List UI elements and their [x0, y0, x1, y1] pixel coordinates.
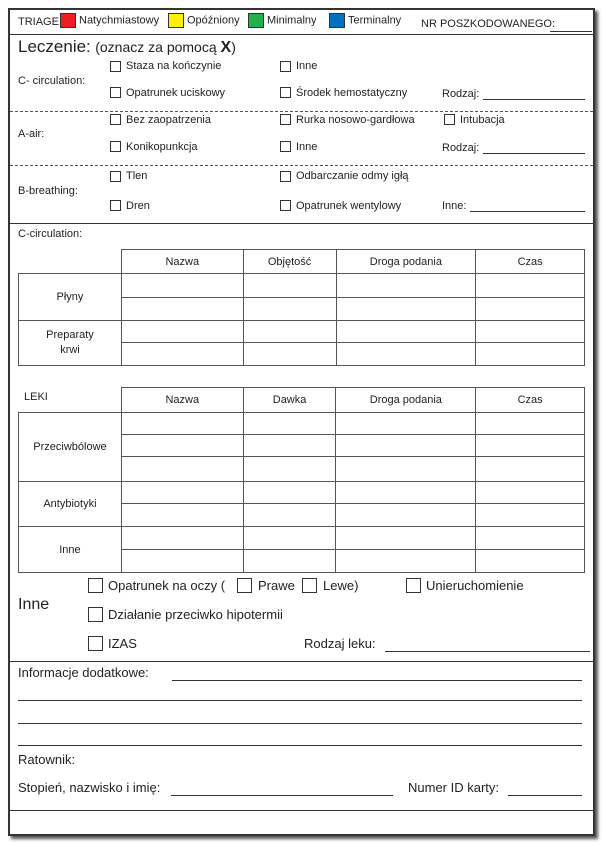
- pressure-dressing-label: Opatrunek uciskowy: [126, 87, 226, 99]
- table-cell[interactable]: [336, 482, 476, 504]
- table-cell[interactable]: [243, 457, 336, 482]
- treatment-heading: [18, 37, 236, 57]
- c-circulation-label: C- circulation:: [18, 75, 86, 87]
- table-cell[interactable]: [476, 550, 585, 573]
- table-cell[interactable]: [121, 550, 243, 573]
- table-cell[interactable]: [336, 527, 476, 550]
- divider: [10, 165, 593, 166]
- column-header: Objętość: [243, 250, 336, 274]
- table-cell[interactable]: [476, 413, 585, 435]
- treatment-close-paren: ): [231, 39, 236, 55]
- eye-dressing-checkbox[interactable]: [88, 578, 103, 593]
- left-eye-checkbox[interactable]: [302, 578, 317, 593]
- table-cell[interactable]: [336, 298, 476, 321]
- c-other-checkbox[interactable]: [280, 61, 291, 72]
- divider: [10, 111, 593, 112]
- rescuer-label: Ratownik:: [18, 752, 76, 767]
- table-cell[interactable]: [243, 274, 336, 298]
- table-cell[interactable]: [121, 343, 243, 366]
- npa-checkbox[interactable]: [280, 114, 291, 125]
- table-cell[interactable]: [476, 274, 585, 298]
- triage-category-immediate[interactable]: [60, 13, 159, 28]
- drugs-table-label: LEKI: [24, 391, 48, 403]
- tourniquet-label: Staza na kończynie: [126, 60, 222, 72]
- divider: [10, 810, 593, 811]
- column-header: Nazwa: [121, 250, 243, 274]
- column-header: Dawka: [243, 388, 336, 413]
- row-group-fluids: Płyny: [19, 274, 122, 321]
- triage-category-minimal[interactable]: [248, 13, 317, 28]
- tourniquet-checkbox[interactable]: [110, 61, 121, 72]
- fluids-table: [18, 249, 585, 366]
- table-cell[interactable]: [336, 457, 476, 482]
- empty-corner-cell: [19, 388, 122, 413]
- c-circulation-table-label: C-circulation:: [18, 228, 83, 240]
- table-cell[interactable]: [476, 298, 585, 321]
- needle-decompression-label: Odbarczanie odmy igłą: [296, 170, 409, 182]
- empty-corner-cell: [19, 250, 122, 274]
- column-header: Czas: [476, 388, 585, 413]
- table-cell[interactable]: [336, 321, 476, 343]
- triage-category-terminal[interactable]: [329, 13, 401, 28]
- table-cell[interactable]: [121, 504, 243, 527]
- a-air-label: A-air:: [18, 128, 45, 140]
- c-type-field[interactable]: [483, 99, 585, 100]
- triage-category-label: Terminalny: [348, 14, 402, 27]
- table-cell[interactable]: [336, 550, 476, 573]
- needle-decompression-checkbox[interactable]: [280, 171, 291, 182]
- a-other-checkbox[interactable]: [280, 141, 291, 152]
- column-header: Czas: [476, 250, 585, 274]
- intubation-checkbox[interactable]: [444, 114, 455, 125]
- table-cell[interactable]: [243, 504, 336, 527]
- right-eye-label: Prawe: [258, 578, 295, 593]
- additional-info-line[interactable]: [18, 745, 582, 746]
- additional-info-line[interactable]: [18, 700, 582, 701]
- table-cell[interactable]: [243, 527, 336, 550]
- drug-type-label: Rodzaj leku:: [304, 636, 376, 651]
- table-cell[interactable]: [476, 482, 585, 504]
- table-cell[interactable]: [243, 413, 336, 435]
- table-cell[interactable]: [476, 343, 585, 366]
- hypothermia-label: Działanie przeciwko hipotermii: [108, 607, 283, 622]
- table-cell[interactable]: [476, 527, 585, 550]
- triage-category-label: Natychmiastowy: [79, 14, 160, 27]
- table-cell[interactable]: [476, 435, 585, 457]
- table-cell[interactable]: [121, 457, 243, 482]
- drugs-table: [18, 387, 585, 573]
- rank-name-label: Stopień, nazwisko i imię:: [18, 780, 161, 795]
- yellow-color-swatch: [168, 13, 184, 28]
- b-other-label: Inne:: [442, 200, 467, 212]
- triage-category-label: Opóźniony: [187, 14, 240, 27]
- rank-name-field[interactable]: [171, 795, 393, 796]
- pressure-dressing-checkbox[interactable]: [110, 87, 121, 98]
- column-header: Droga podania: [336, 250, 476, 274]
- treatment-title: Leczenie:: [18, 37, 91, 56]
- table-cell[interactable]: [476, 321, 585, 343]
- npa-label: Rurka nosowo-gardłowa: [296, 114, 415, 126]
- right-eye-checkbox[interactable]: [237, 578, 252, 593]
- triage-category-delayed[interactable]: [168, 13, 240, 28]
- divider: [10, 34, 593, 35]
- a-type-field[interactable]: [483, 153, 585, 154]
- chest-drain-label: Dren: [126, 200, 150, 212]
- table-cell[interactable]: [121, 413, 243, 435]
- no-airway-checkbox[interactable]: [110, 114, 121, 125]
- table-cell[interactable]: [121, 321, 243, 343]
- izas-label: IZAS: [108, 636, 137, 651]
- treatment-mark: X: [220, 39, 232, 56]
- no-airway-label: Bez zaopatrzenia: [126, 114, 211, 126]
- table-cell[interactable]: [336, 413, 476, 435]
- table-cell[interactable]: [121, 527, 243, 550]
- row-group-antibiotics: Antybiotyki: [19, 482, 122, 527]
- b-other-field[interactable]: [470, 211, 585, 212]
- table-cell[interactable]: [336, 504, 476, 527]
- column-header: Droga podania: [336, 388, 476, 413]
- vented-dressing-checkbox[interactable]: [280, 200, 291, 211]
- divider: [10, 223, 593, 224]
- immobilization-label: Unieruchomienie: [426, 578, 524, 593]
- izas-checkbox[interactable]: [88, 636, 103, 651]
- row-group-painkillers: Przeciwbólowe: [19, 413, 122, 482]
- triage-category-label: Minimalny: [267, 14, 317, 27]
- casualty-number-field[interactable]: [550, 31, 592, 32]
- left-eye-label: Lewe): [323, 578, 359, 593]
- table-cell[interactable]: [243, 298, 336, 321]
- table-cell[interactable]: [121, 435, 243, 457]
- additional-info-label: Informacje dodatkowe:: [18, 665, 149, 680]
- a-other-label: Inne: [296, 141, 318, 153]
- table-cell[interactable]: [121, 482, 243, 504]
- b-breathing-label: B-breathing:: [18, 185, 78, 197]
- card-id-label: Numer ID karty:: [408, 780, 500, 795]
- treatment-instruction: (oznacz za pomocą: [95, 39, 221, 55]
- oxygen-checkbox[interactable]: [110, 171, 121, 182]
- triage-label: TRIAGE: [18, 16, 59, 28]
- oxygen-label: Tlen: [126, 170, 148, 182]
- cricothyrotomy-checkbox[interactable]: [110, 141, 121, 152]
- table-cell[interactable]: [243, 321, 336, 343]
- row-group-other: Inne: [19, 527, 122, 573]
- table-cell[interactable]: [243, 550, 336, 573]
- eye-dressing-label: Opatrunek na oczy (: [108, 578, 226, 593]
- hemostatic-agent-checkbox[interactable]: [280, 87, 291, 98]
- table-cell[interactable]: [243, 435, 336, 457]
- table-cell[interactable]: [243, 343, 336, 366]
- divider: [10, 661, 593, 662]
- hypothermia-checkbox[interactable]: [88, 607, 103, 622]
- vented-dressing-label: Opatrunek wentylowy: [296, 200, 402, 212]
- blue-color-swatch: [329, 13, 345, 28]
- immobilization-checkbox[interactable]: [406, 578, 421, 593]
- drug-type-field[interactable]: [385, 651, 590, 652]
- treatment-card: [8, 8, 595, 836]
- table-cell[interactable]: [476, 504, 585, 527]
- green-color-swatch: [248, 13, 264, 28]
- table-cell[interactable]: [336, 274, 476, 298]
- table-cell[interactable]: [121, 298, 243, 321]
- chest-drain-checkbox[interactable]: [110, 200, 121, 211]
- additional-info-field[interactable]: [172, 680, 582, 681]
- table-cell[interactable]: [243, 482, 336, 504]
- column-header: Nazwa: [121, 388, 243, 413]
- cricothyrotomy-label: Konikopunkcja: [126, 141, 198, 153]
- c-type-label: Rodzaj:: [442, 88, 480, 100]
- intubation-label: Intubacja: [460, 114, 505, 126]
- table-cell[interactable]: [476, 457, 585, 482]
- other-section-label: Inne: [18, 596, 50, 613]
- hemostatic-agent-label: Środek hemostatyczny: [296, 87, 408, 99]
- table-cell[interactable]: [336, 435, 476, 457]
- card-id-field[interactable]: [508, 795, 582, 796]
- table-cell[interactable]: [336, 343, 476, 366]
- table-cell[interactable]: [121, 274, 243, 298]
- casualty-number-label: NR POSZKODOWANEGO:: [421, 18, 556, 30]
- additional-info-line[interactable]: [18, 723, 582, 724]
- row-group-blood-products: Preparaty krwi: [19, 321, 122, 366]
- a-type-label: Rodzaj:: [442, 142, 480, 154]
- c-other-label: Inne: [296, 60, 318, 72]
- red-color-swatch: [60, 13, 76, 28]
